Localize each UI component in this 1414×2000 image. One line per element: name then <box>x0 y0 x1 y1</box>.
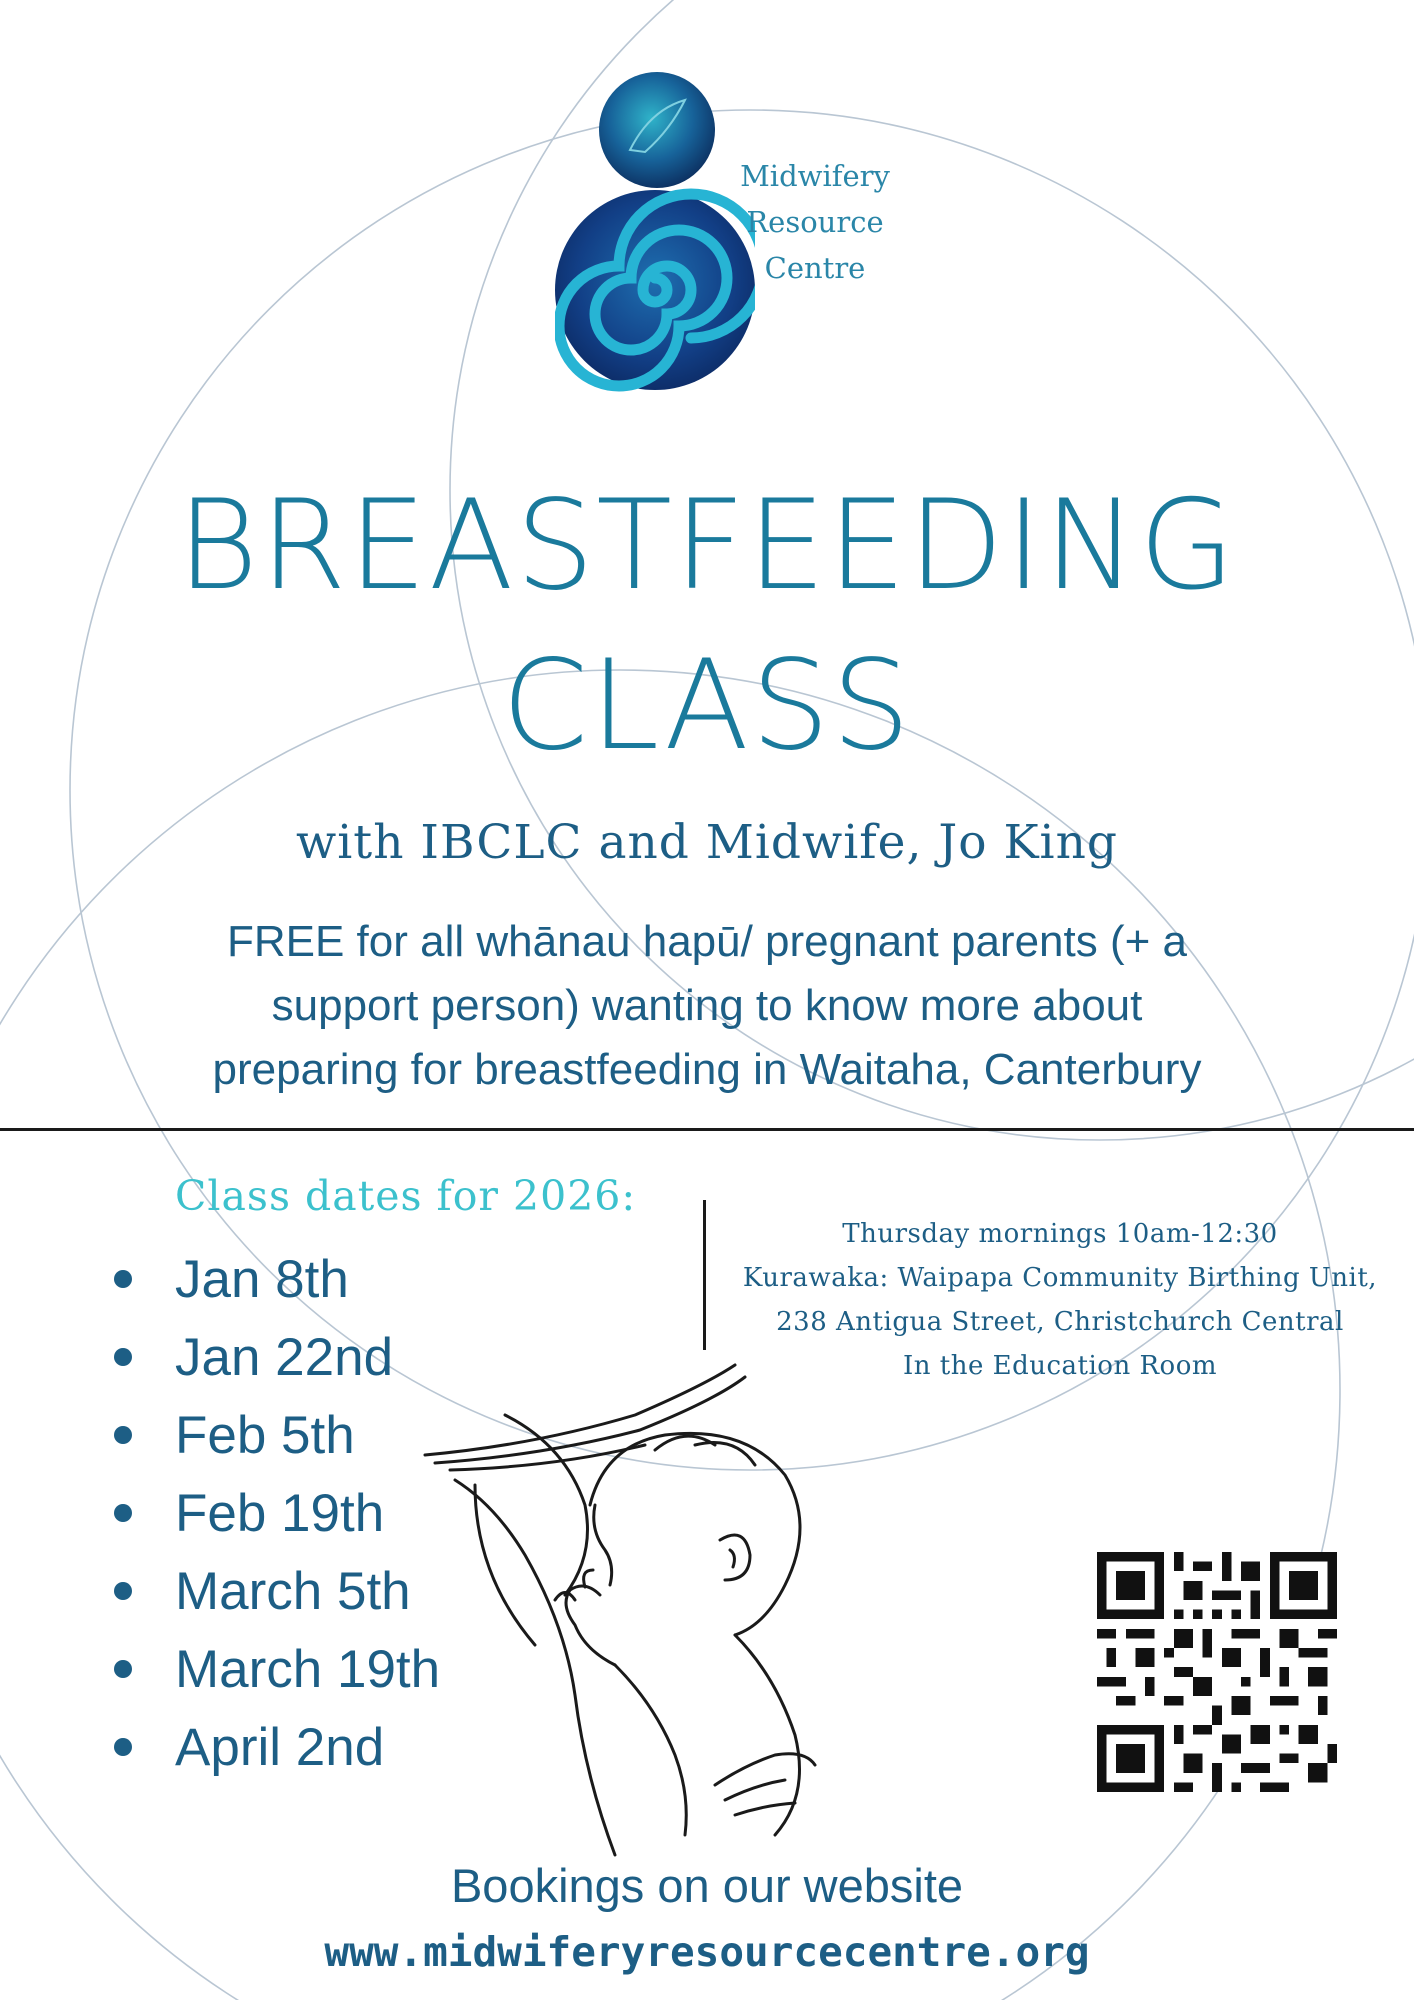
intro-line3: preparing for breastfeeding in Waitaha, Canterbury <box>212 1045 1202 1094</box>
list-item <box>108 1552 440 1630</box>
qr-code-icon <box>1097 1552 1337 1792</box>
date-label: March 5th <box>175 1561 411 1621</box>
details-venue: Kurawaka: Waipapa Community Birthing Unit, <box>742 1263 1378 1293</box>
list-item <box>108 1396 440 1474</box>
date-label: Feb 19th <box>175 1483 385 1543</box>
date-label: March 19th <box>175 1639 441 1699</box>
title-line2: CLASS <box>501 634 913 778</box>
bullet-icon <box>114 1660 132 1678</box>
dates-heading: Class dates for 2026: <box>175 1172 637 1220</box>
bullet-icon <box>114 1582 132 1600</box>
details-room: In the Education Room <box>902 1351 1218 1381</box>
date-label: Feb 5th <box>175 1405 355 1465</box>
vertical-divider <box>703 1200 706 1350</box>
details-time: Thursday mornings 10am-12:30 <box>842 1219 1278 1249</box>
bookings-text: Bookings on our website <box>450 1859 964 1912</box>
intro-line2: support person) wanting to know more about <box>271 981 1143 1030</box>
organization-name-line2: Resource <box>746 205 884 239</box>
bullet-icon <box>114 1348 132 1366</box>
list-item <box>108 1630 440 1708</box>
organization-name-line1: Midwifery <box>740 159 890 193</box>
date-label: April 2nd <box>175 1717 385 1777</box>
date-list <box>108 1240 440 1786</box>
bullet-icon <box>114 1738 132 1756</box>
breastfeeding-illustration <box>415 1355 1015 1875</box>
title-line1: BREASTFEEDING <box>177 474 1237 618</box>
website-link[interactable]: www.midwiferyresourcecentre.org <box>324 1928 1090 1976</box>
intro-line1: FREE for all whānau hapū/ pregnant parents (+ a <box>226 917 1188 966</box>
list-item <box>108 1708 440 1786</box>
list-item <box>108 1240 440 1318</box>
section-divider <box>0 1128 1414 1131</box>
date-label: Jan 22nd <box>175 1327 394 1387</box>
subtitle: with IBCLC and Midwife, Jo King <box>296 815 1118 870</box>
bullet-icon <box>114 1426 132 1444</box>
organization-name <box>720 153 910 291</box>
list-item <box>108 1474 440 1552</box>
bullet-icon <box>114 1504 132 1522</box>
bullet-icon <box>114 1270 132 1288</box>
organization-name-line3: Centre <box>764 251 866 285</box>
list-item <box>108 1318 440 1396</box>
date-label: Jan 8th <box>175 1249 349 1309</box>
intro-text <box>120 910 1294 1102</box>
details-address: 238 Antigua Street, Christchurch Central <box>776 1307 1344 1337</box>
